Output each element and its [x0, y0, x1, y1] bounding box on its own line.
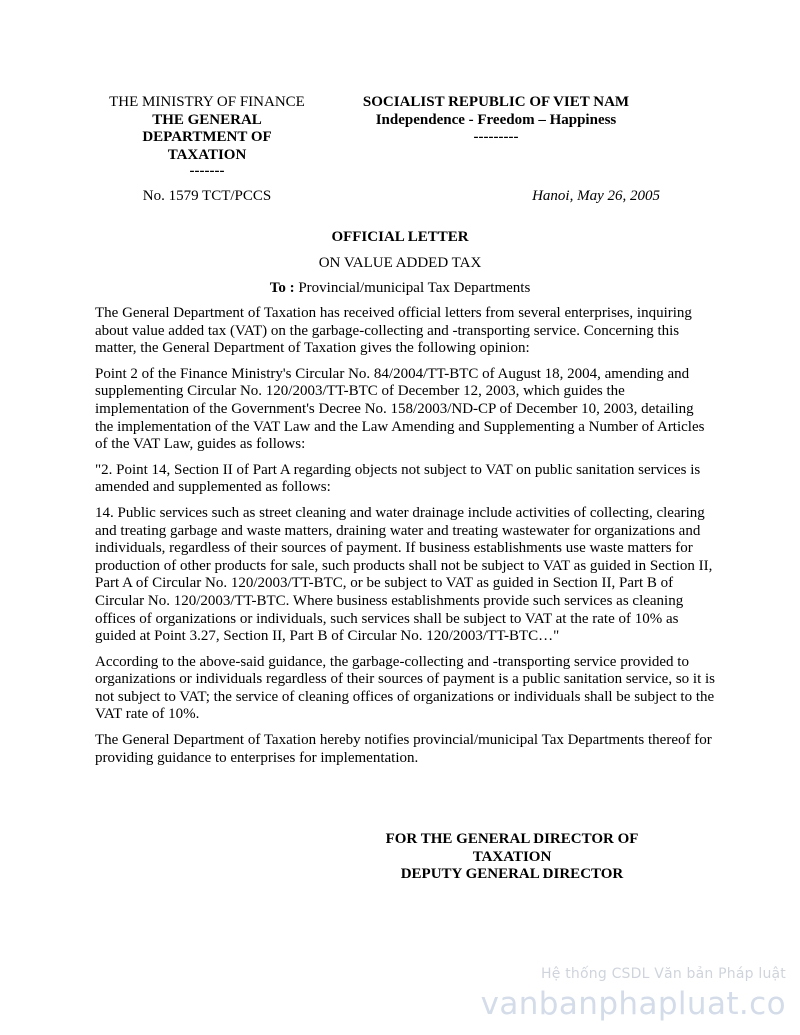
body-paragraph: "2. Point 14, Section II of Part A regarding objects not subject to VAT on public sanitation services is amended and supplemented as follows:	[95, 461, 701, 496]
body-paragraph: Point 2 of the Finance Ministry's Circular No. 84/2004/TT-BTC of August 18, 2004, amending and supplementing Circular No. 120/2003/TT-BTC of December 12, 2003, which guides the implementation of the Government's Decree No. 158/2003/ND-CP of December 10, 2003, detailing the implementation of the VAT Law and the Law Amending and Supplementing a Number of Articles of the VAT Law, guides as follows:	[95, 365, 705, 453]
body-paragraph: The General Department of Taxation has received official letters from several enterprises, inquiring about value added tax (VAT) on the garbage-collecting and -transporting service. Concerning this matter, the General Department of Taxation gives the following opinion:	[95, 305, 692, 357]
signature-line3: DEPUTY GENERAL DIRECTOR	[400, 866, 624, 882]
recipient-label: To :	[269, 280, 295, 296]
body-paragraph: 14. Public services such as street cleaning and water drainage include activities of collecting, clearing and treating garbage and waste matters, draining water and treating wastewater for organizations and individuals, regardless of their sources of payment. If business establishments use waste matters for production of other products for sale, such products shall not be subject to VAT as guided in Section II, Part A of Circular No. 120/2003/TT-BTC, or be subject to VAT as guided in Section II, Part B of Circular No. 120/2003/TT-BTC. Where business establishments provide such services as cleaning offices of organizations or individuals, such services shall be subject to VAT at the rate of 10% as guided at Point 3.27, Section II, Part B of Circular No. 120/2003/TT-BTC…"	[95, 504, 713, 645]
document-type: OFFICIAL LETTER	[331, 229, 469, 245]
issuer-block	[98, 94, 316, 178]
signature-line2: TAXATION	[472, 848, 552, 865]
national-motto: Independence - Freedom – Happiness	[375, 111, 617, 128]
issuer-divider: -------	[189, 163, 225, 179]
country-block	[346, 94, 646, 147]
document-number: No. 1579 TCT/PCCS	[142, 188, 272, 204]
document-body	[95, 305, 715, 775]
body-paragraph: The General Department of Taxation hereby notifies provincial/municipal Tax Departments thereof for providing guidance to enterprises for implementation.	[95, 732, 712, 766]
place-and-date: Hanoi, May 26, 2005	[532, 188, 660, 204]
recipient-value: Provincial/municipal Tax Departments	[294, 280, 531, 296]
site-watermark	[481, 966, 786, 1022]
signature-line1: FOR THE GENERAL DIRECTOR OF	[385, 831, 639, 847]
body-paragraph: According to the above-said guidance, the garbage-collecting and -transporting service provided to organizations or individuals regardless of their sources of payment is a public sanitation service, so it is not subject to VAT; the service of cleaning offices of organizations or individuals shall be subject to the VAT rate of 10%.	[95, 653, 715, 723]
document-title-block	[0, 228, 800, 297]
recipient-line	[0, 279, 800, 297]
department-name-line3: TAXATION	[167, 146, 247, 163]
watermark-caption: Hệ thống CSDL Văn bản Pháp luật	[541, 966, 786, 982]
department-name-line1: THE GENERAL	[152, 111, 262, 128]
country-divider: ---------	[473, 129, 519, 145]
department-name-line2: DEPARTMENT OF	[142, 129, 272, 145]
ministry-name: THE MINISTRY OF FINANCE	[109, 94, 305, 110]
watermark-domain: vanbanphapluat.co	[480, 986, 786, 1022]
document-subject: ON VALUE ADDED TAX	[318, 255, 482, 271]
signature-block	[362, 831, 662, 884]
country-name: SOCIALIST REPUBLIC OF VIET NAM	[362, 94, 630, 110]
